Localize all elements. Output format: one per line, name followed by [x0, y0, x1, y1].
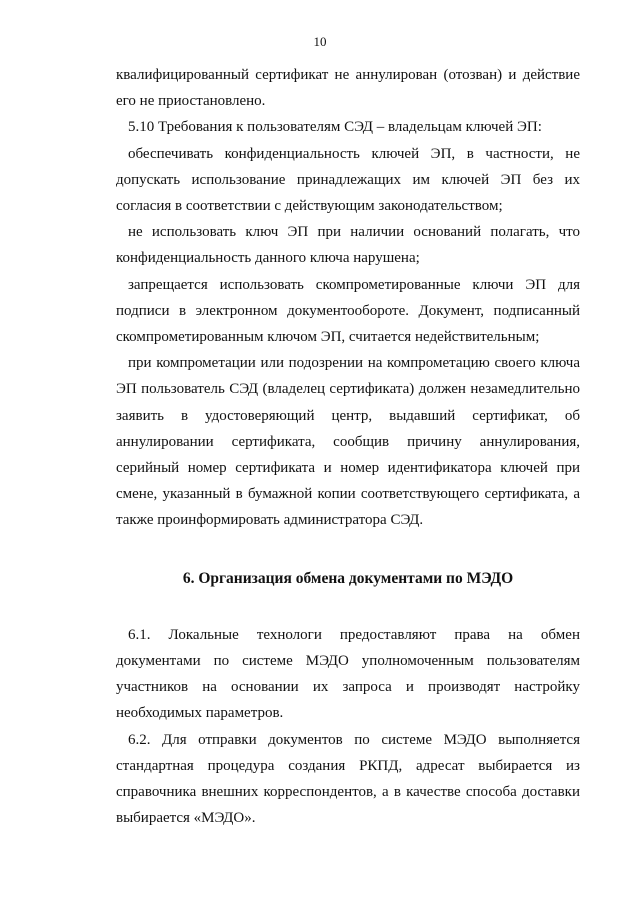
section-heading: 6. Организация обмена документами по МЭДО: [182, 569, 514, 587]
paragraph-confidentiality: обеспечивать конфиденциальность ключей ЭП, в частности, не допускать использование принадлежащих им ключей ЭП без их согласия в соответствии с действующим законодательством;: [116, 145, 580, 215]
paragraph-6-2: 6.2. Для отправки документов по системе МЭДО выполняется стандартная процедура создания РКПД, адресат выбирается из справочника внешних корреспондентов, а в качестве способа доставки выбирается «МЭДО».: [116, 731, 580, 827]
document-body: [116, 62, 580, 831]
paragraph-requirements-heading: 5.10 Требования к пользователям СЭД – владельцам ключей ЭП:: [128, 119, 542, 136]
page-number: 10: [313, 34, 327, 49]
paragraph-compromised-keys-prohibited: запрещается использовать скомпрометированные ключи ЭП для подписи в электронном документообороте. Документ, подписанный скомпрометированным ключом ЭП, считается недействительным;: [116, 276, 580, 346]
paragraph-compromise-procedure: при компрометации или подозрении на компрометацию своего ключа ЭП пользователь СЭД (владелец сертификата) должен незамедлительно заявить в удостоверяющий центр, выдавший сертификат, об аннулировании сертификата, сообщив причину аннулирования, серийный номер сертификата и номер идентификатора ключей при смене, указанный в бумажной копии соответствующего сертификата, а также проинформировать администратора СЭД.: [116, 355, 580, 529]
paragraph-certificate-status: квалифицированный сертификат не аннулирован (отозван) и действие его не приостановлено.: [116, 67, 580, 110]
paragraph-no-use-if-compromised: не использовать ключ ЭП при наличии оснований полагать, что конфиденциальность данного ключа нарушена;: [116, 224, 580, 267]
paragraph-6-1: 6.1. Локальные технологи предоставляют права на обмен документами по системе МЭДО уполномоченным пользователям участников на основании их запроса и производят настройку необходимых параметров.: [116, 626, 580, 722]
